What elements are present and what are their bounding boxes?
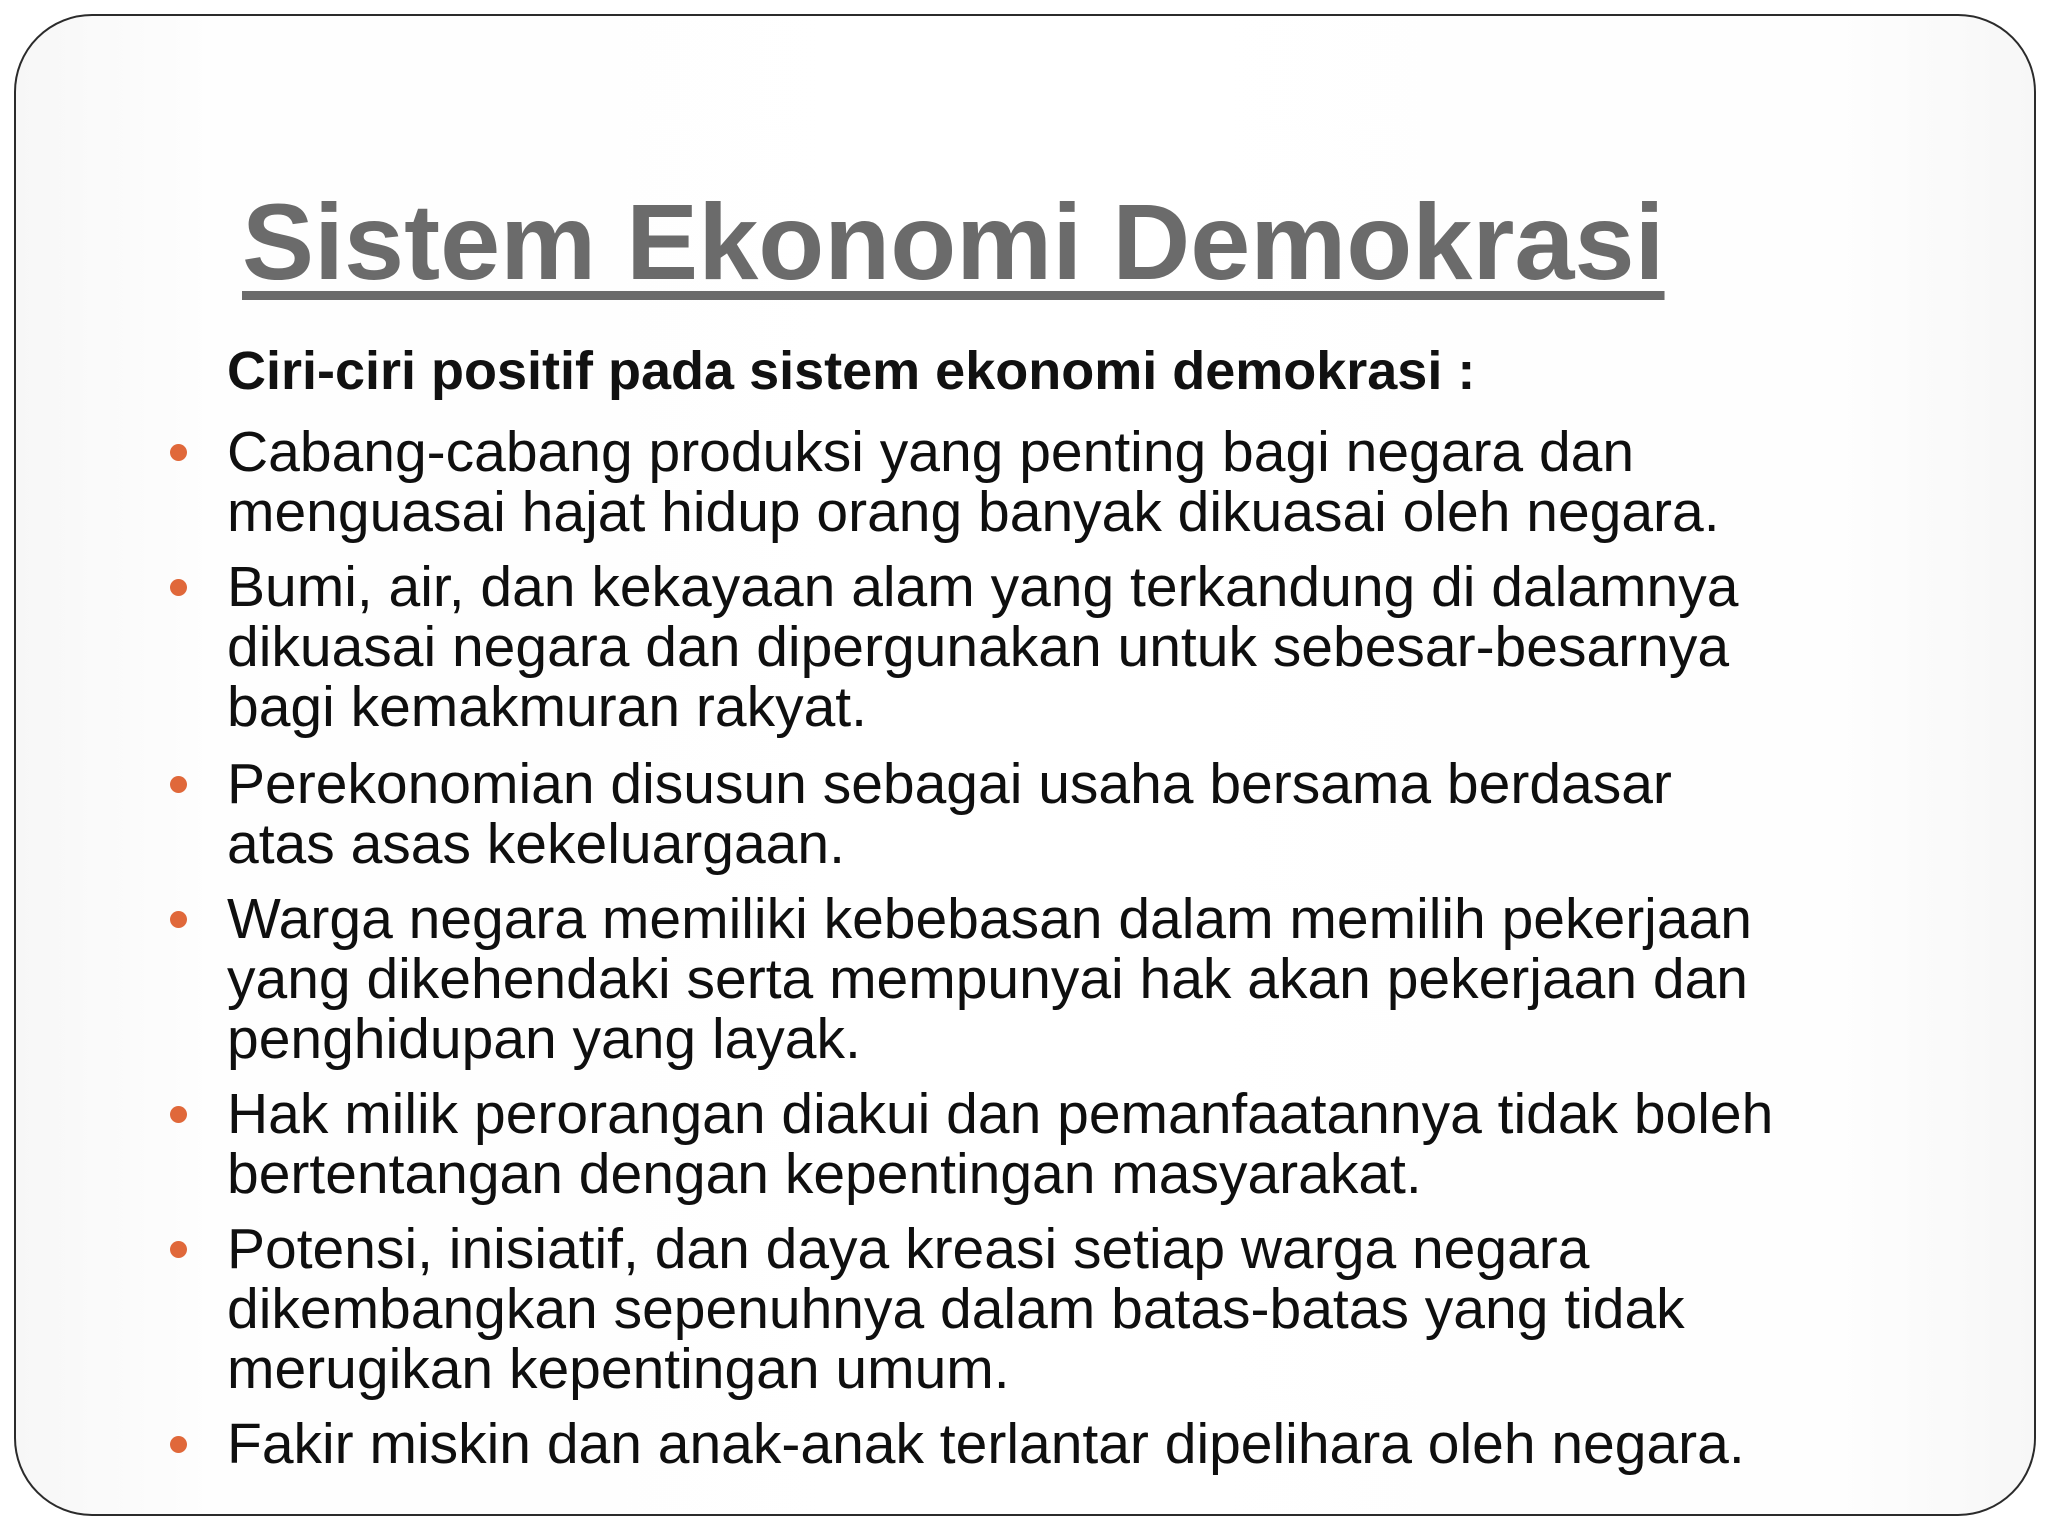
bullet-dot-icon — [170, 911, 187, 928]
bullet-dot-icon — [170, 1106, 187, 1123]
bullet-text-line: atas asas kekeluargaan. — [227, 812, 845, 876]
bullet-dot-icon — [170, 444, 187, 461]
bullet-text-line: Warga negara memiliki kebebasan dalam memilih pekerjaan — [227, 887, 1752, 951]
bullet-dot-icon — [170, 579, 187, 596]
bullet-dot-icon — [170, 1436, 187, 1453]
bullet-text-line: Fakir miskin dan anak-anak terlantar dipelihara oleh negara. — [227, 1412, 1745, 1476]
slide-title: Sistem Ekonomi Demokrasi — [242, 181, 1665, 302]
bullet-text-line: merugikan kepentingan umum. — [227, 1337, 1010, 1401]
bullet-dot-icon — [170, 776, 187, 793]
bullet-text-line: menguasai hajat hidup orang banyak dikuasai oleh negara. — [227, 480, 1720, 544]
bullet-text-line: dikembangkan sepenuhnya dalam batas-batas yang tidak — [227, 1277, 1685, 1341]
slide-frame — [14, 14, 2036, 1516]
bullet-text-line: dikuasai negara dan dipergunakan untuk sebesar-besarnya — [227, 615, 1730, 679]
bullet-text-line: bagi kemakmuran rakyat. — [227, 675, 867, 739]
bullet-text-line: penghidupan yang layak. — [227, 1007, 861, 1071]
intro-text: Ciri-ciri positif pada sistem ekonomi demokrasi : — [227, 341, 1476, 401]
bullet-text-line: Potensi, inisiatif, dan daya kreasi setiap warga negara — [227, 1217, 1590, 1281]
bullet-text-line: bertentangan dengan kepentingan masyarakat. — [227, 1142, 1422, 1206]
bullet-text-line: Perekonomian disusun sebagai usaha bersama berdasar — [227, 752, 1672, 816]
bullet-text-line: Bumi, air, dan kekayaan alam yang terkandung di dalamnya — [227, 555, 1739, 619]
bullet-text-line: Cabang-cabang produksi yang penting bagi negara dan — [227, 420, 1635, 484]
bullet-text-line: Hak milik perorangan diakui dan pemanfaatannya tidak boleh — [227, 1082, 1774, 1146]
bullet-dot-icon — [170, 1241, 187, 1258]
bullet-text-line: yang dikehendaki serta mempunyai hak akan pekerjaan dan — [227, 947, 1748, 1011]
